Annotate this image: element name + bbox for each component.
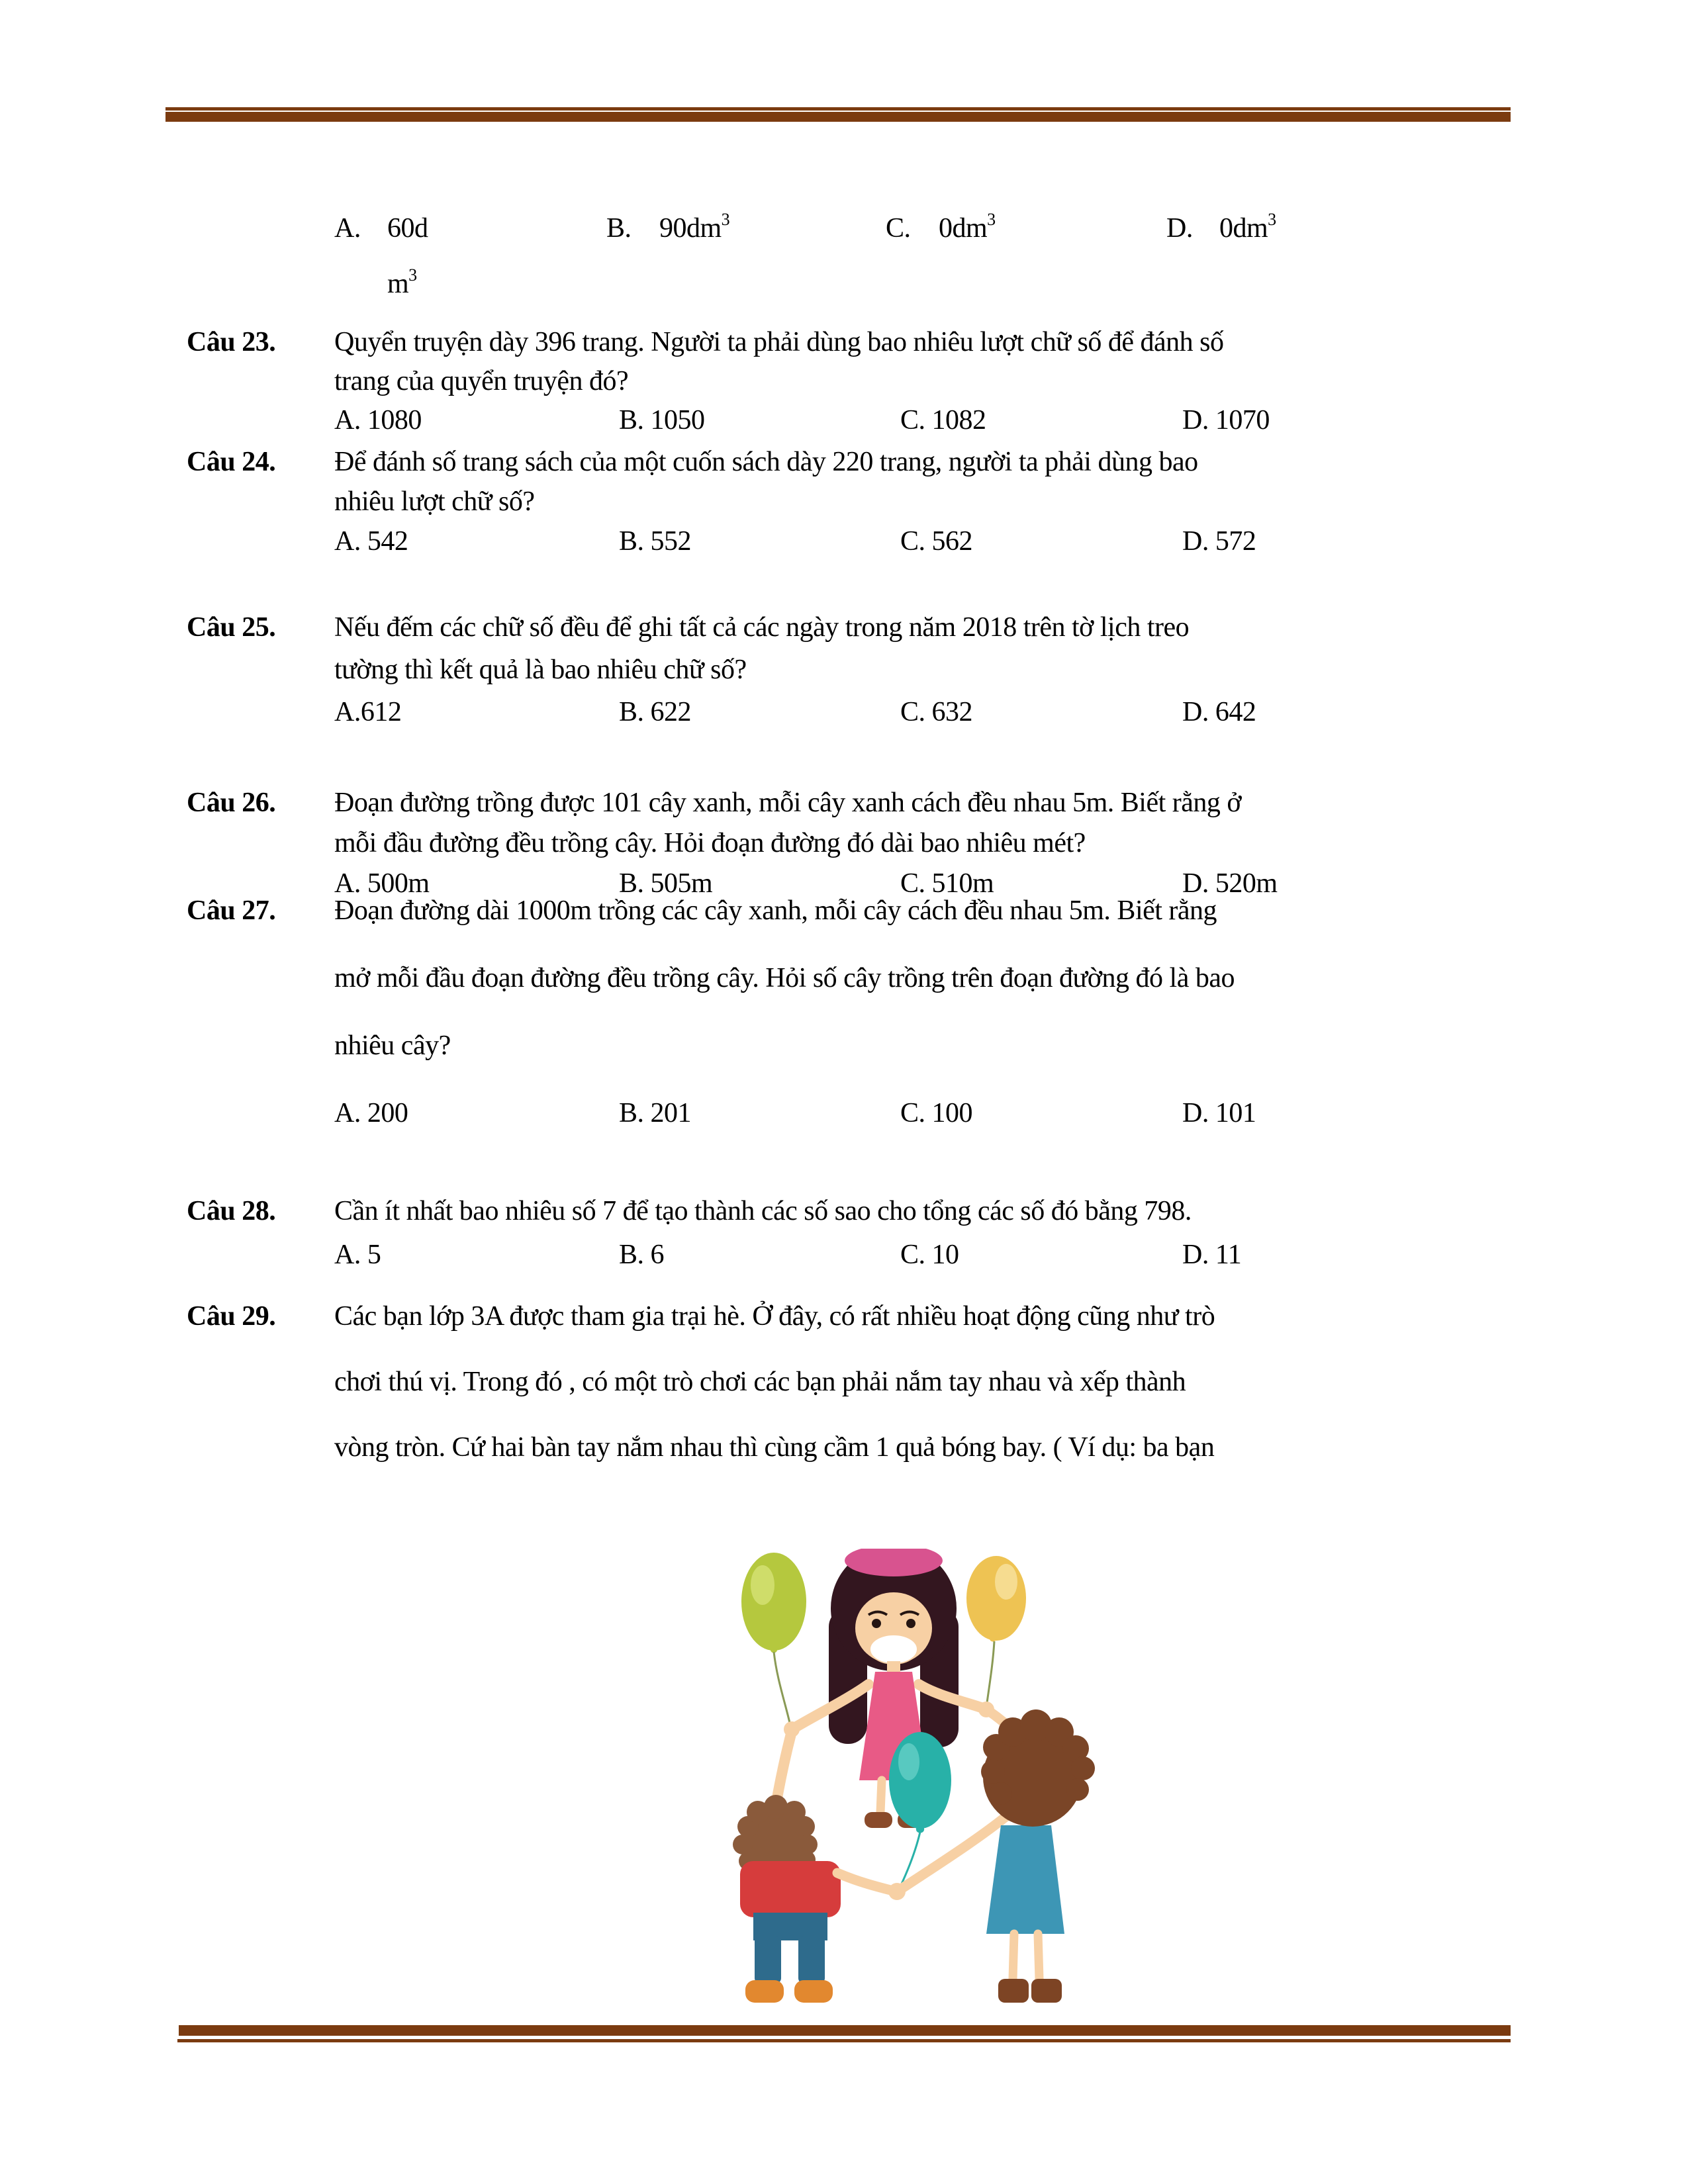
option-c: [886, 201, 1166, 312]
option-c: C. 562: [900, 526, 973, 557]
boy-shoe: [794, 1980, 833, 2003]
option-d: D. 572: [1182, 526, 1256, 557]
question-25-options: [334, 691, 1499, 733]
boy-red-shirt: [740, 1861, 841, 1917]
top-answer-options-row: [334, 201, 1519, 312]
girl-eye: [872, 1619, 881, 1628]
boy-shoe: [745, 1980, 784, 2003]
option-d: D. 642: [1182, 697, 1256, 727]
option-b-value: $90dm^3$: [659, 210, 730, 244]
question-26-text-line-1: Đoạn đường trồng được 101 cây xanh, mỗi cây xanh cách đều nhau 5m. Biết rằng ở: [334, 788, 1242, 818]
bottom-rule-thin-line: [177, 2039, 1511, 2042]
question-29-label: Câu 29.: [187, 1301, 276, 1332]
right-girl-boot: [1031, 1979, 1062, 2003]
option-a: A. 5: [334, 1240, 381, 1270]
boy-jeans-leg: [755, 1936, 781, 1983]
option-b: B. 6: [619, 1240, 665, 1270]
question-28: [187, 1189, 1499, 1277]
option-d: D. 11: [1182, 1240, 1242, 1270]
option-a: A. 1080: [334, 405, 422, 435]
question-24-label: Câu 24.: [187, 447, 276, 477]
question-27-label: Câu 27.: [187, 895, 276, 926]
question-25-text-line-2: tường thì kết quả là bao nhiêu chữ số?: [334, 655, 747, 685]
question-24-text-line-2: nhiêu lượt chữ số?: [334, 486, 535, 517]
superscript-3: 3: [1268, 210, 1277, 229]
question-24-text-line-1: Để đánh số trang sách của một cuốn sách dày 220 trang, người ta phải dùng bao: [334, 447, 1198, 477]
girl-figure: [793, 1549, 985, 1828]
joined-hands-left: [784, 1721, 800, 1737]
option-c: C. 510m: [900, 868, 994, 899]
question-29: [187, 1284, 1499, 1480]
option-a: A. 200: [334, 1098, 408, 1128]
right-girl-leg: [1013, 1934, 1014, 1979]
girl-eye: [906, 1619, 915, 1628]
option-a: A.612: [334, 697, 402, 727]
joined-hands-right: [978, 1702, 994, 1717]
question-27-text-line-2: mở mỗi đầu đoạn đường đều trồng cây. Hỏi số cây trồng trên đoạn đường đó là bao: [334, 963, 1235, 993]
option-b-label: B.: [606, 213, 632, 244]
bottom-rule-thick-bar: [179, 2025, 1511, 2036]
joined-hands-bottom: [888, 1883, 906, 1900]
girl-smile: [870, 1635, 917, 1664]
option-a: A. 542: [334, 526, 408, 557]
question-27-options: [334, 1079, 1499, 1147]
option-d: D. 101: [1182, 1098, 1256, 1128]
option-b: B. 1050: [619, 405, 705, 435]
question-28-options: [334, 1233, 1499, 1277]
superscript-3: 3: [408, 265, 418, 285]
option-c-value: $0dm^3$: [939, 210, 996, 244]
question-23-text-line-1: Quyển truyện dày 396 trang. Người ta phải dùng bao nhiêu lượt chữ số để đánh số: [334, 327, 1224, 357]
option-c: C. 100: [900, 1098, 973, 1128]
superscript-3: 3: [721, 210, 730, 229]
question-23: [187, 323, 1499, 440]
right-girl-hair: [981, 1709, 1095, 1827]
top-rule-thick-bar: [165, 112, 1511, 122]
question-24-options: [334, 522, 1499, 561]
option-c: C. 1082: [900, 405, 986, 435]
option-a: [334, 201, 606, 312]
question-24: [187, 442, 1499, 561]
question-25-text-line-1: Nếu đếm các chữ số đều để ghi tất cả các ngày trong năm 2018 trên tờ lịch treo: [334, 612, 1190, 643]
question-25: [187, 606, 1499, 733]
question-23-text-line-2: trang của quyển truyện đó?: [334, 366, 629, 396]
right-girl-boot: [998, 1979, 1029, 2003]
question-23-label: Câu 23.: [187, 327, 276, 357]
yellow-balloon: [966, 1556, 1026, 1707]
right-girl-leg: [1038, 1934, 1039, 1979]
option-d-value: $0dm^3$: [1219, 210, 1277, 244]
question-26-label: Câu 26.: [187, 788, 276, 818]
children-balloons-illustration: [702, 1549, 1105, 2019]
option-b: [606, 201, 886, 312]
option-a: A. 500m: [334, 868, 430, 899]
boy-jeans-leg: [798, 1936, 825, 1983]
option-d: D. 1070: [1182, 405, 1270, 435]
question-26-text-line-2: mỗi đầu đường đều trồng cây. Hỏi đoạn đường đó dài bao nhiêu mét?: [334, 828, 1086, 858]
question-27-text-line-1: Đoạn đường dài 1000m trồng các cây xanh, mỗi cây cách đều nhau 5m. Biết rằng: [334, 895, 1217, 926]
option-a-value: 60d $m^3$: [387, 213, 428, 299]
top-rule-thin-line: [165, 107, 1511, 111]
option-c-label: C.: [886, 213, 911, 244]
boy-right-arm: [837, 1873, 896, 1891]
girl-leg: [880, 1780, 882, 1812]
option-c: C. 632: [900, 697, 973, 727]
green-balloon: [741, 1553, 806, 1729]
superscript-3: 3: [987, 210, 996, 229]
option-a-label: A.: [334, 213, 361, 244]
question-29-text-line-2: chơi thú vị. Trong đó , có một trò chơi các bạn phải nắm tay nhau và xếp thành: [334, 1367, 1186, 1397]
question-25-label: Câu 25.: [187, 612, 276, 643]
question-23-options: [334, 401, 1499, 440]
option-b: B. 552: [619, 526, 692, 557]
option-d: D. 520m: [1182, 868, 1278, 899]
option-b: B. 201: [619, 1098, 692, 1128]
option-d: [1166, 201, 1519, 312]
right-girl-dress: [986, 1825, 1064, 1934]
girl-neck: [887, 1661, 900, 1673]
question-29-text-line-1: Các bạn lớp 3A được tham gia trại hè. Ở đây, có rất nhiều hoạt động cũng như trò: [334, 1301, 1215, 1332]
option-b: B. 622: [619, 697, 692, 727]
option-b: B. 505m: [619, 868, 713, 899]
question-27: [187, 877, 1499, 1147]
option-c: C. 10: [900, 1240, 959, 1270]
option-d-label: D.: [1166, 213, 1193, 244]
question-27-text-line-3: nhiêu cây?: [334, 1030, 451, 1061]
question-28-label: Câu 28.: [187, 1196, 276, 1226]
question-28-text-line-1: Cần ít nhất bao nhiêu số 7 để tạo thành các số sao cho tổng các số đó bằng 798.: [334, 1196, 1192, 1226]
question-29-text-line-3: vòng tròn. Cứ hai bàn tay nắm nhau thì cùng cầm 1 quả bóng bay. ( Ví dụ: ba bạn: [334, 1432, 1215, 1463]
girl-shoe: [865, 1812, 892, 1828]
